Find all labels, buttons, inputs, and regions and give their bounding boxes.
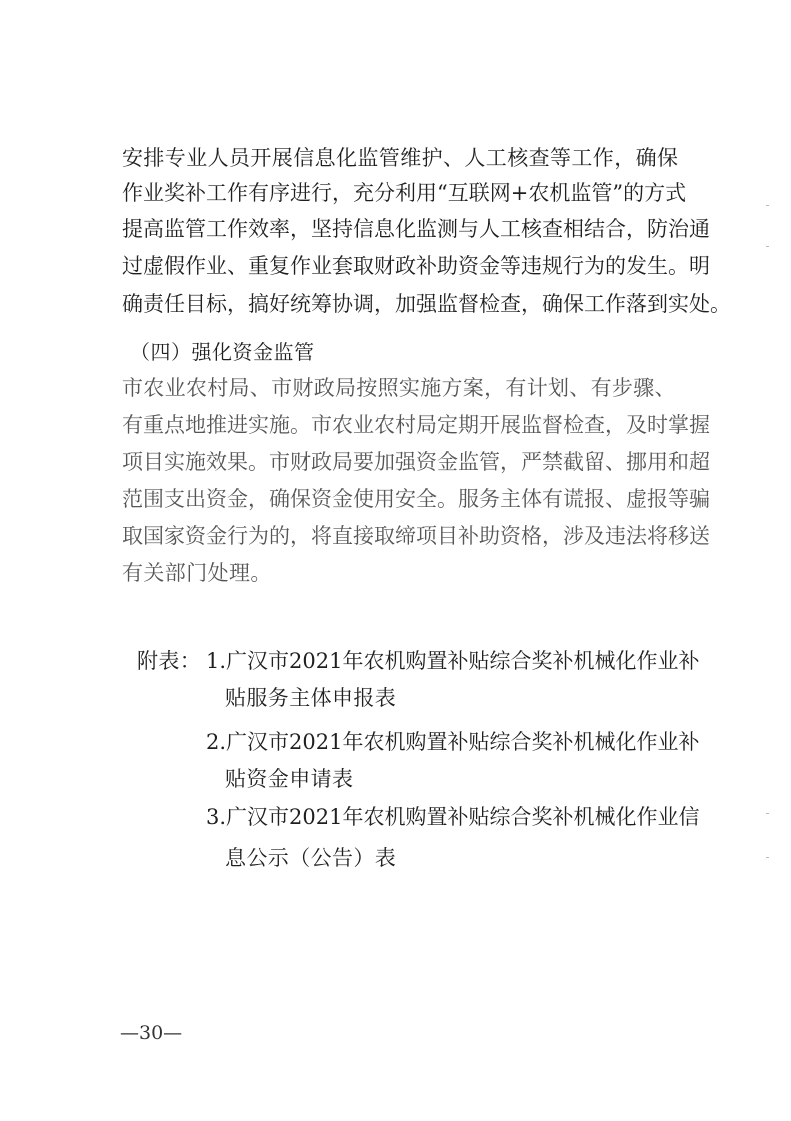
page-number: —30— [120, 1022, 183, 1044]
paragraph-line: 取国家资金行为的，将直接取缔项目补助资格，涉及违法将移送 [122, 524, 710, 548]
paragraph-line: 有重点地推进实施。市农业农村局定期开展监督检查，及时掌握 [122, 413, 710, 437]
paragraph-line: 范围支出资金，确保资金使用安全。服务主体有谎报、虚报等骗 [122, 487, 710, 511]
scan-mark [766, 246, 769, 247]
scan-mark [766, 813, 769, 814]
paragraph-line: 市农业农村局、市财政局按照实施方案，有计划、有步骤、 [122, 376, 676, 400]
paragraph-line: 过虚假作业、重复作业套取财政补助资金等违规行为的发生。明 [122, 254, 710, 278]
paragraph-line: 确责任目标，搞好统筹协调，加强监督检查，确保工作落到实处。 [122, 292, 731, 316]
paragraph-line: 提高监管工作效率，坚持信息化监测与人工核查相结合，防治通 [122, 217, 710, 241]
paragraph-line: 作业奖补工作有序进行，充分利用“互联网+农机监管”的方式 [122, 181, 687, 205]
scan-mark [766, 205, 769, 206]
paragraph-line: 安排专业人员开展信息化监管维护、人工核查等工作，确保 [122, 146, 679, 170]
attachment-title-line: 贴资金申请表 [225, 767, 354, 791]
attachments-label: 附表： [137, 649, 202, 673]
scan-mark [766, 857, 769, 858]
attachment-title-line: 2.广汉市2021年农机购置补贴综合奖补机械化作业补 [206, 730, 700, 754]
attachment-title-line: 息公示（公告）表 [225, 846, 397, 870]
paragraph-line: 项目实施效果。市财政局要加强资金监管，严禁截留、挪用和超 [122, 450, 710, 474]
attachment-title-line: 3.广汉市2021年农机购置补贴综合奖补机械化作业信 [206, 805, 700, 829]
section-heading: （四）强化资金监管 [130, 340, 315, 364]
attachment-title-line: 1.广汉市2021年农机购置补贴综合奖补机械化作业补 [206, 649, 700, 673]
attachment-title-line: 贴服务主体申报表 [225, 686, 397, 710]
paragraph-line: 有关部门处理。 [122, 561, 272, 585]
